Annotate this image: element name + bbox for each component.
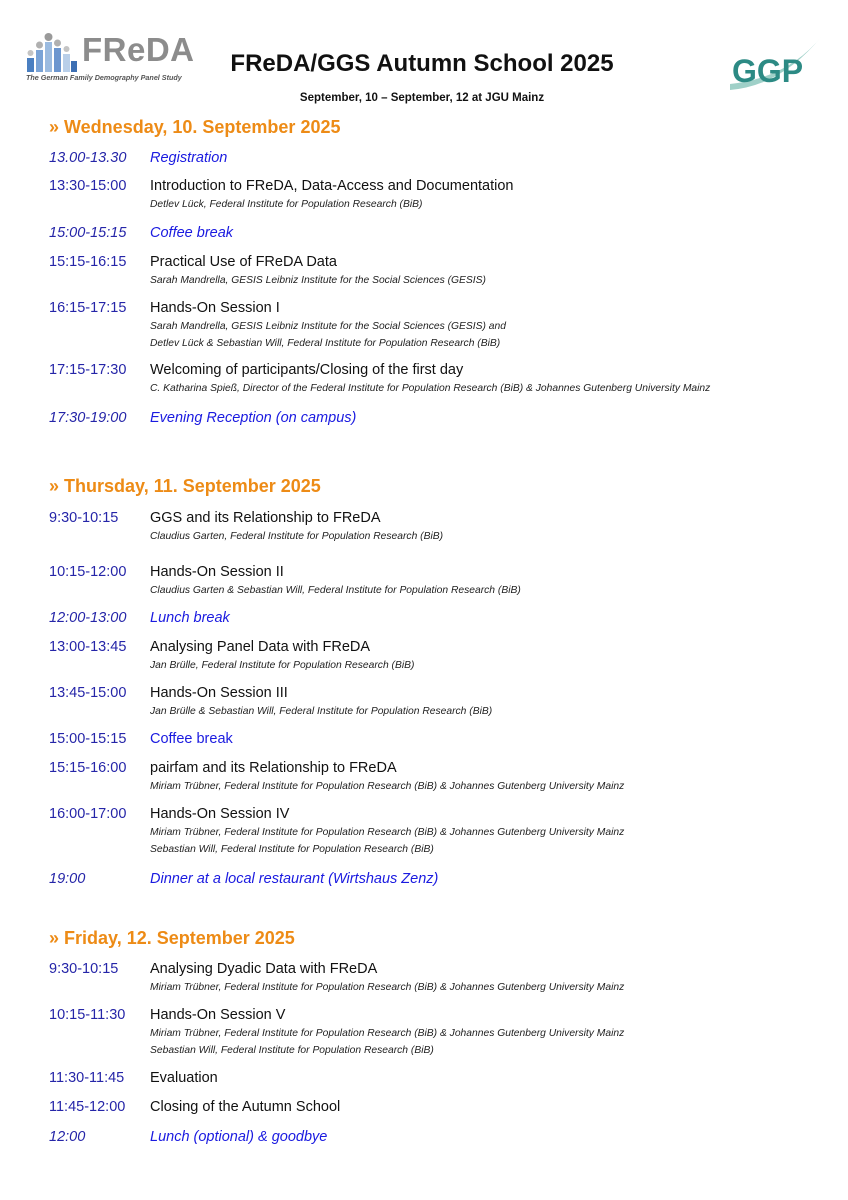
session-speaker: Jan Brülle & Sebastian Will, Federal Institute for Population Research (BiB): [150, 706, 493, 717]
session-time: 10:15-11:30: [49, 1007, 126, 1023]
session-title: Hands-On Session V: [150, 1007, 286, 1023]
day-heading: » Friday, 12. September 2025: [49, 928, 295, 948]
session-time: 15:15-16:15: [49, 254, 127, 270]
session-time: 11:45-12:00: [49, 1099, 126, 1115]
page-title: FReDA/GGS Autumn School 2025: [230, 50, 614, 77]
session-speaker: Jan Brülle, Federal Institute for Population Research (BiB): [150, 660, 415, 671]
session-time: 13:00-13:45: [49, 639, 127, 655]
session-title: Coffee break: [150, 731, 233, 747]
session-title: Hands-On Session III: [150, 685, 288, 701]
session-speaker: Miriam Trübner, Federal Institute for Population Research (BiB) & Johannes Gutenberg University Mainz: [150, 827, 625, 838]
session-title: GGS and its Relationship to FReDA: [150, 510, 381, 526]
session-speaker: Sebastian Will, Federal Institute for Population Research (BiB): [150, 1045, 434, 1056]
session-title: Evening Reception (on campus): [150, 410, 357, 426]
session-title: Hands-On Session I: [150, 300, 280, 316]
freda-people-icon: [26, 28, 78, 72]
session-time: 12:00-13:00: [49, 610, 127, 626]
session-title: Hands-On Session II: [150, 564, 284, 580]
freda-tagline: The German Family Demography Panel Study: [26, 73, 182, 82]
session-title: Registration: [150, 150, 228, 166]
session-time: 16:15-17:15: [49, 300, 127, 316]
session-title: Lunch (optional) & goodbye: [150, 1129, 328, 1145]
session-time: 12:00: [49, 1129, 86, 1145]
session-speaker: C. Katharina Spieß, Director of the Federal Institute for Population Research (BiB) & Johannes Gutenberg University Mainz: [150, 383, 711, 394]
session-time: 13:30-15:00: [49, 178, 127, 194]
freda-wordmark: FReDA: [82, 31, 195, 68]
session-time: 15:00-15:15: [49, 225, 127, 241]
session-title: Lunch break: [150, 610, 230, 626]
day-heading: » Thursday, 11. September 2025: [49, 476, 321, 496]
session-time: 17:15-17:30: [49, 362, 127, 378]
session-speaker: Claudius Garten, Federal Institute for Population Research (BiB): [150, 531, 444, 542]
session-speaker: Miriam Trübner, Federal Institute for Population Research (BiB) & Johannes Gutenberg University Mainz: [150, 1028, 625, 1039]
session-time: 17:30-19:00: [49, 410, 127, 426]
session-title: Analysing Panel Data with FReDA: [150, 639, 371, 655]
session-title: Welcoming of participants/Closing of the first day: [150, 362, 464, 378]
session-time: 15:00-15:15: [49, 731, 127, 747]
session-speaker: Claudius Garten & Sebastian Will, Federal Institute for Population Research (BiB): [150, 585, 521, 596]
session-speaker: Detlev Lück & Sebastian Will, Federal Institute for Population Research (BiB): [150, 338, 501, 349]
ggp-logo-text: GGP: [732, 53, 804, 89]
session-time: 16:00-17:00: [49, 806, 127, 822]
freda-logo: [26, 28, 198, 86]
session-speaker: Sebastian Will, Federal Institute for Population Research (BiB): [150, 844, 434, 855]
session-time: 15:15-16:00: [49, 760, 127, 776]
session-title: Closing of the Autumn School: [150, 1099, 341, 1115]
session-time: 10:15-12:00: [49, 564, 127, 580]
session-speaker: Sarah Mandrella, GESIS Leibniz Institute for the Social Sciences (GESIS) and: [150, 321, 506, 332]
session-title: Dinner at a local restaurant (Wirtshaus Zenz): [150, 871, 439, 887]
page-header: [0, 0, 848, 112]
session-title: pairfam and its Relationship to FReDA: [150, 760, 397, 776]
session-time: 9:30-10:15: [49, 510, 119, 526]
ggp-logo: [726, 28, 826, 102]
session-title: Hands-On Session IV: [150, 806, 290, 822]
session-speaker: Miriam Trübner, Federal Institute for Population Research (BiB) & Johannes Gutenberg University Mainz: [150, 982, 625, 993]
session-speaker: Sarah Mandrella, GESIS Leibniz Institute for the Social Sciences (GESIS): [150, 275, 486, 286]
session-speaker: Detlev Lück, Federal Institute for Population Research (BiB): [150, 199, 423, 210]
session-time: 13.00-13.30: [49, 150, 127, 166]
page-subtitle: September, 10 – September, 12 at JGU Mainz: [299, 92, 545, 104]
session-title: Analysing Dyadic Data with FReDA: [150, 961, 378, 977]
day-heading: » Wednesday, 10. September 2025: [49, 117, 341, 137]
session-title: Coffee break: [150, 225, 234, 241]
session-title: Introduction to FReDA, Data-Access and Documentation: [150, 178, 514, 194]
session-title: Evaluation: [150, 1070, 218, 1086]
session-time: 11:30-11:45: [49, 1070, 125, 1086]
session-time: 13:45-15:00: [49, 685, 127, 701]
session-speaker: Miriam Trübner, Federal Institute for Population Research (BiB) & Johannes Gutenberg University Mainz: [150, 781, 625, 792]
session-title: Practical Use of FReDA Data: [150, 254, 337, 270]
session-time: 9:30-10:15: [49, 961, 119, 977]
session-time: 19:00: [49, 871, 86, 887]
